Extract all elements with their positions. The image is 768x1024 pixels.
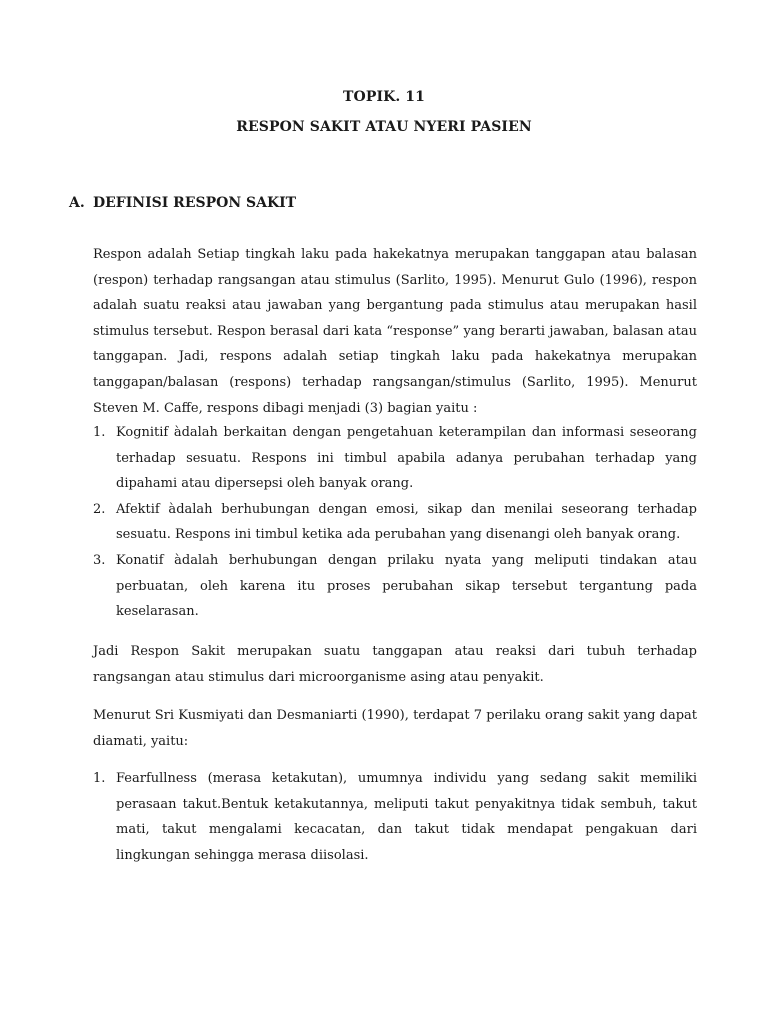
section-letter: A. <box>69 195 85 211</box>
section-heading <box>69 195 296 211</box>
paragraph-behaviors-intro: Menurut Sri Kusmiyati dan Desmaniarti (1990), terdapat 7 perilaku orang sakit yang dapat diamati, yaitu: <box>93 708 697 749</box>
sick-behaviors-list <box>93 766 697 868</box>
document-subtitle: RESPON SAKIT ATAU NYERI PASIEN <box>236 119 532 135</box>
paragraph-pain-response: Jadi Respon Sakit merupakan suatu tanggapan atau reaksi dari tubuh terhadap rangsangan atau stimulus dari microorganisme asing atau penyakit. <box>93 644 697 685</box>
paragraph-definition: Respon adalah Setiap tingkah laku pada hakekatnya merupakan tanggapan atau balasan (respon) terhadap rangsangan atau stimulus (Sarlito, 1995). Menurut Gulo (1996), respon adalah suatu reaksi atau jawaban yang bergantung pada stimulus atau merupakan hasil stimulus tersebut. Respon berasal dari kata “response” yang berarti jawaban, balasan atau tanggapan. Jadi, respons adalah setiap tingkah laku pada hakekatnya merupakan tanggapan/balasan (respons) terhadap rangsangan/stimulus (Sarlito, 1995). Menurut Steven M. Caffe, respons dibagi menjadi (3) bagian yaitu : <box>93 247 697 416</box>
list-item-text: Fearfullness (merasa ketakutan), umumnya individu yang sedang sakit memiliki perasaan takut.Bentuk ketakutannya, meliputi takut penyakitnya tidak sembuh, takut mati, takut mengalami kecacatan, dan takut tidak mendapat pengakuan dari lingkungan sehingga merasa diisolasi. <box>116 771 697 863</box>
list-item <box>93 497 697 548</box>
list-item-text: Afektif àdalah berhubungan dengan emosi, sikap dan menilai seseorang terhadap sesuatu. Respons ini timbul ketika ada perubahan yang disenangi oleh banyak orang. <box>116 501 697 543</box>
list-item <box>93 766 697 868</box>
list-item-number: 3. <box>93 552 106 568</box>
section-heading-text: DEFINISI RESPON SAKIT <box>93 195 297 211</box>
list-item <box>93 420 697 497</box>
document-title: TOPIK. 11 <box>343 89 425 105</box>
list-item <box>93 548 697 625</box>
list-item-text: Konatif àdalah berhubungan dengan prilaku nyata yang meliputi tindakan atau perbuatan, oleh karena itu proses perubahan sikap tersebut tergantung pada keselarasan. <box>116 552 697 620</box>
list-item-number: 2. <box>93 501 106 517</box>
list-item-number: 1. <box>93 771 106 786</box>
list-item-text: Kognitif àdalah berkaitan dengan pengetahuan keterampilan dan informasi seseorang terhadap sesuatu. Respons ini timbul apabila adanya perubahan terhadap yang dipahami atau dipersepsi oleh banyak orang. <box>116 425 697 492</box>
response-types-list <box>93 420 697 625</box>
list-item-number: 1. <box>93 425 106 440</box>
